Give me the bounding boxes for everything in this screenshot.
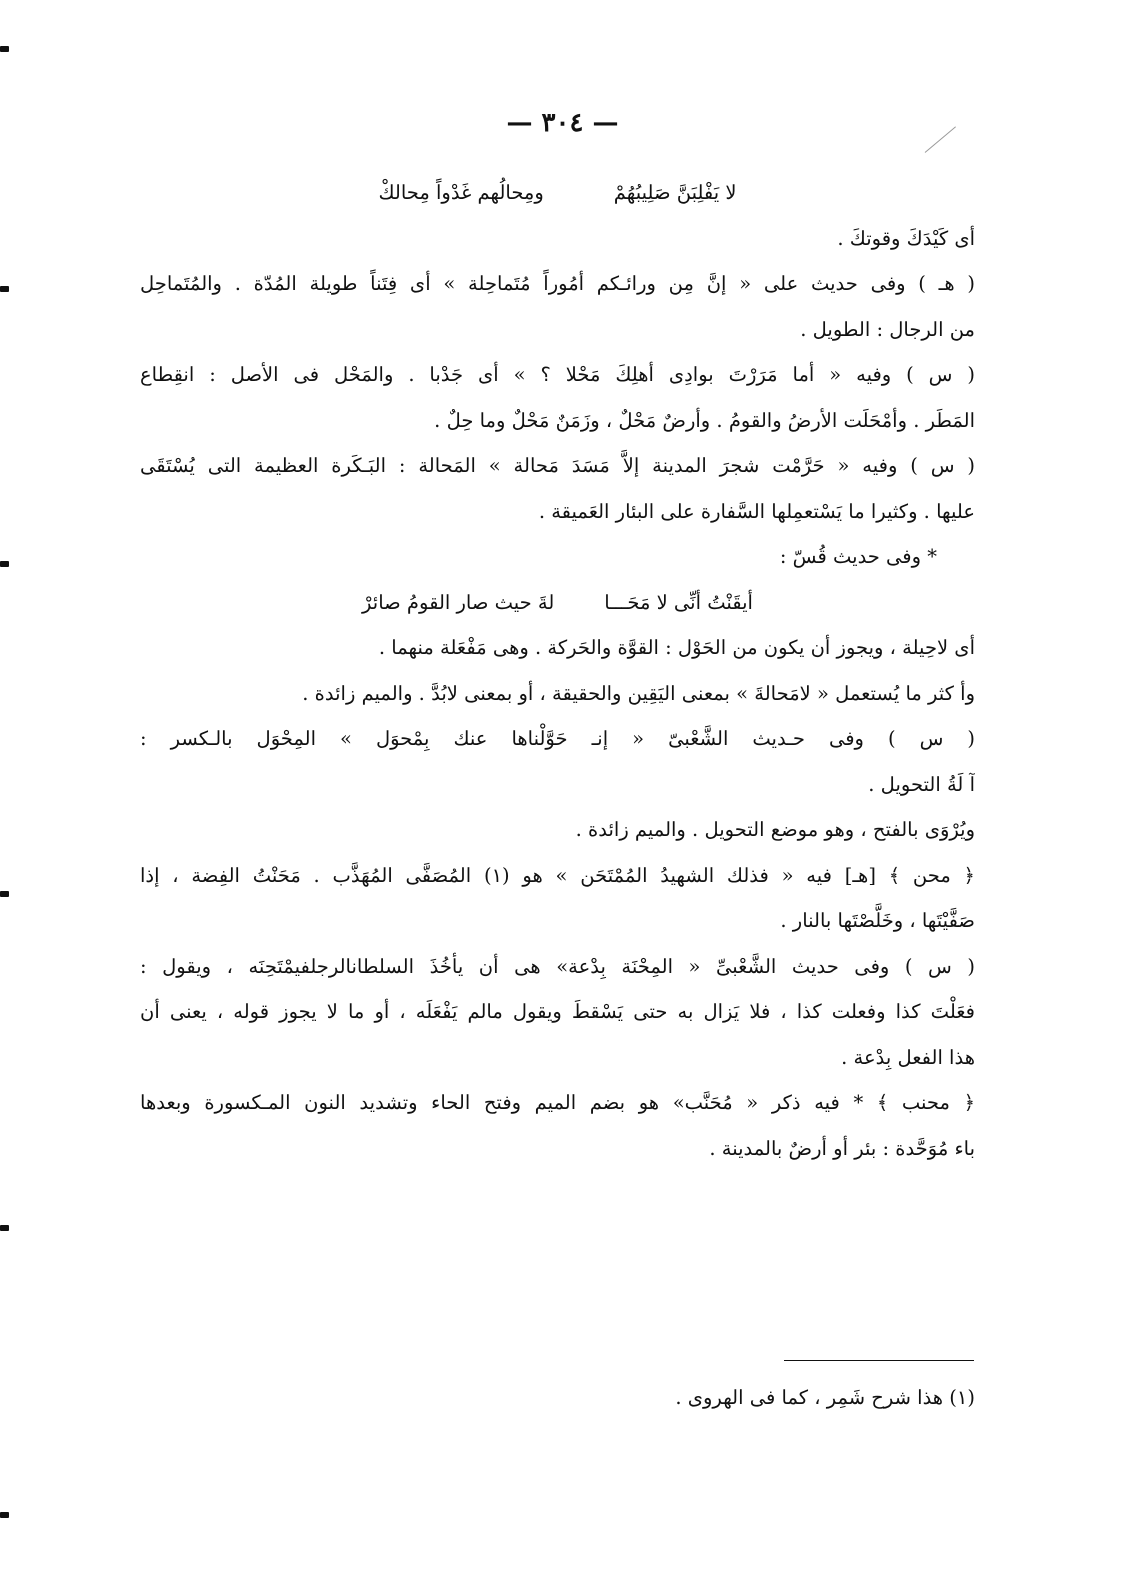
scan-edge-mark [0, 46, 9, 52]
footnote: (١) هذا شرح شَمِر ، كما فى الهروى . [675, 1386, 975, 1409]
scan-edge-mark [0, 561, 9, 567]
body-text [140, 170, 975, 1171]
entry-line: ( س ) وفيه « حَرَّمْت شجرَ المدينة إلاَّ مَسَدَ مَحالة » المَحالة : البَـكَرة العظيمة التى يُسْتَقَى [140, 454, 975, 477]
entry-line: ( س ) وفيه « أما مَرَرْتَ بوادِى أهلِكَ مَحْلا ؟ » أى جَدْبا . والمَحْل فى الأصل : انقِطاع [140, 363, 975, 386]
verse [140, 170, 975, 216]
footnote-divider [784, 1360, 974, 1361]
text-line: أى كَيْدَكَ وقوتكَ . [837, 226, 975, 250]
text-line: آ لَةُ التحويل . [868, 772, 975, 796]
scan-edge-mark [0, 891, 9, 897]
verse-hemistich: أيقَنْتُ أنِّى لا مَحَـــا [604, 590, 753, 614]
entry-line: ( س ) وفى حديث الشَّعْبىِّ « المِحْنَة بِدْعة» هى أن يأخُذَ السلطانالرجلفيمْتَحِنَه ، ويقول : [140, 954, 975, 978]
verse [140, 580, 975, 626]
entry-line: ﴿ محنب ﴾ * فيه ذكر « مُحَنَّب» هو بضم الميم وفتح الحاء وتشديد النون المـكسورة وبعدها [140, 1091, 975, 1114]
text-line: أى لاحِيلة ، ويجوز أن يكون من الحَوْل : القوَّة والحَركة . وهى مَفْعَلة منهما . [378, 636, 975, 659]
verse-hemistich: لةَ حيث صار القومُ صائرْ [362, 590, 555, 614]
entry-line: ﴿ محن ﴾ [هـ] فيه « فذلك الشهيدُ المُمْتَحَن » هو (١) المُصَفَّى المُهَذَّب . مَحَنْتُ الفِضة ، إذا [140, 863, 975, 887]
text-line: من الرجال : الطويل . [800, 317, 975, 341]
scan-edge-mark [0, 1512, 9, 1518]
text-line: المَطَر . وأمْحَلَت الأرضُ والقومُ . وأرضٌ مَحْلٌ ، وزَمَنٌ مَحْلٌ وما حِلٌ . [434, 408, 975, 432]
scan-edge-mark [0, 1225, 9, 1231]
entry-line: ( هـ ) وفى حديث على « إنَّ مِن ورائـكم أمُوراً مُتَماحِلة » أى فِتَناً طويلة المُدّة . والمُتَماحِل [140, 272, 975, 295]
text-line: باء مُوَحَّدة : بئر أو أرضٌ بالمدينة . [709, 1136, 975, 1160]
text-line: صَفَّيْتَها ، وخَلَّصْتَها بالنار . [780, 909, 975, 932]
text-line: عليها . وكثيرا ما يَسْتعمِلها السَّفارة على البئار العَميقة . [538, 499, 975, 523]
page-number: — ٣٠٤ — [506, 108, 619, 138]
scan-edge-mark [0, 286, 9, 292]
verse-hemistich: ومِحالُهم غَدْواً مِحالكْ [378, 181, 544, 204]
text-line: * وفى حديث قُسّ : [779, 545, 937, 568]
text-line: فعَلْتَ كذا وفعلت كذا ، فلا يَزال به حتى يَسْقطَ ويقول مالم يَفْعَلَه ، أو ما لا يجوز قوله ، يعنى أن [140, 1000, 975, 1023]
text-line: وأ كثر ما يُستعمل « لامَحالةَ » بمعنى اليَقِين والحقيقة ، أو بمعنى لابُدَّ . والميم زائدة . [302, 681, 975, 705]
entry-line: ( س ) وفى حـديث الشَّعْبىّ « إنـ حَوَّلْناها عنك بِمْحوَل » المِحْوَل بالـكسر : [140, 727, 975, 750]
text-line: ويُرْوَى بالفتح ، وهو موضع التحويل . والميم زائدة . [575, 818, 975, 841]
text-line: هذا الفعل بِدْعة . [841, 1045, 975, 1069]
verse-hemistich: لا يَفْلِبَنَّ صَلِيبُهُمْ [613, 181, 737, 204]
